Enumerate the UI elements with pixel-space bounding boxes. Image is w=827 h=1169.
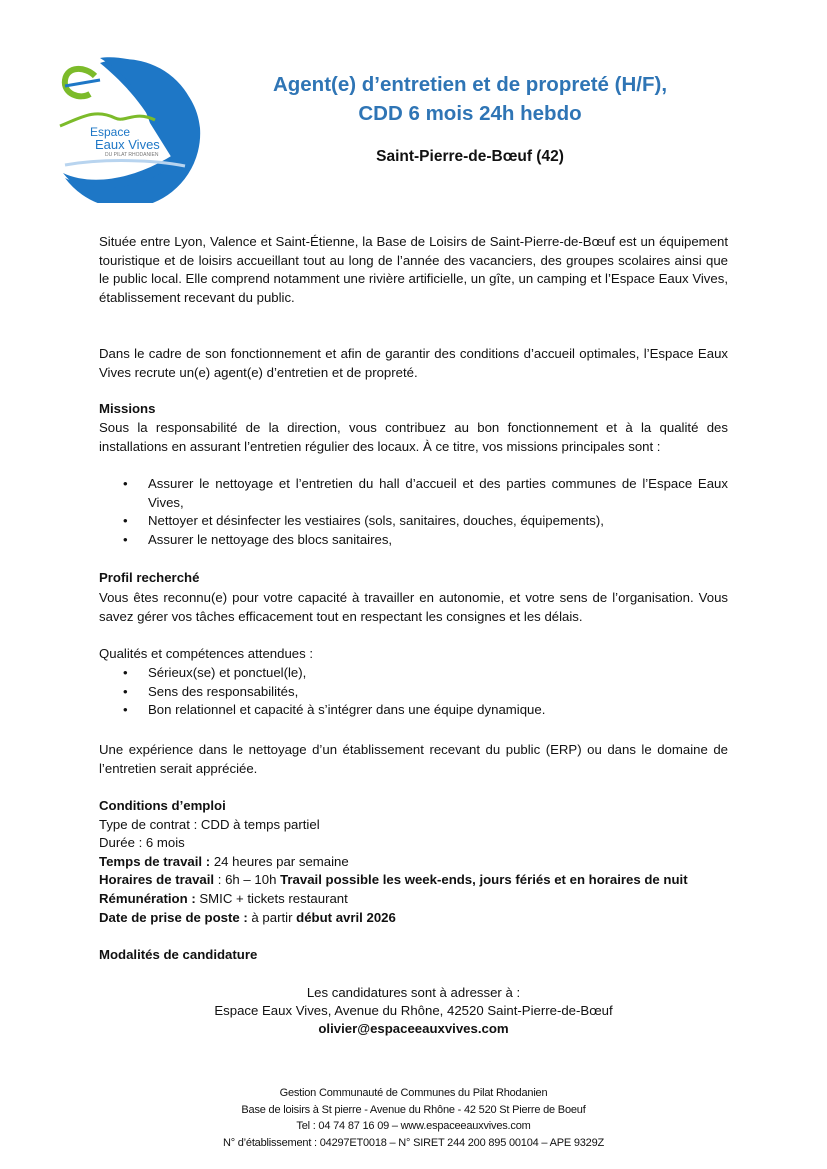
svg-text:Espace: Espace <box>90 125 131 139</box>
job-title-line2: CDD 6 mois 24h hebdo <box>358 102 582 125</box>
intro-paragraph-1: Située entre Lyon, Valence et Saint-Étienne, la Base de Loisirs de Saint-Pierre-de-Bœuf est un équipement touristique et de loisirs accueillant tout au long de l’année des vacanciers, des groupes scolaires ainsi que le public local. Elle comprend notamment une rivière artificielle, un gîte, un camping et l’Espace Eaux Vives, établissement recevant du public. <box>99 234 728 305</box>
footer-line: Tel : 04 74 87 16 09 – www.espaceeauxvives.com <box>296 1120 531 1133</box>
profil-text: Vous êtes reconnu(e) pour votre capacité à travailler en autonomie, et votre sens de l’organisation. Vous savez gérer vos tâches efficacement tout en respectant les consignes et les délais. <box>99 590 728 624</box>
job-title-line1: Agent(e) d’entretien et de propreté (H/F), <box>272 73 668 96</box>
start-date: Date de prise de poste : à partir début avril 2026 <box>99 909 396 925</box>
qualites-list <box>99 664 728 720</box>
conditions-heading: Conditions d’emploi <box>99 798 226 813</box>
work-hours: Horaires de travail : 6h – 10h Travail possible les week-ends, jours fériés et en horaires de nuit <box>99 872 688 888</box>
salary: Rémunération : SMIC + tickets restaurant <box>99 890 348 906</box>
duration: Durée : 6 mois <box>99 835 185 851</box>
list-item: • Sens des responsabilités, <box>99 683 728 702</box>
job-title <box>220 70 720 128</box>
candidature-heading: Modalités de candidature <box>99 947 258 962</box>
espace-eaux-vives-logo <box>55 48 205 203</box>
missions-heading: Missions <box>99 401 156 416</box>
list-item: • Bon relationnel et capacité à s’intégrer dans une équipe dynamique. <box>99 701 728 720</box>
job-location: Saint-Pierre-de-Bœuf (42) <box>376 148 564 165</box>
svg-text:DU PILAT RHODANIEN: DU PILAT RHODANIEN <box>105 152 159 158</box>
profil-heading: Profil recherché <box>99 570 200 585</box>
contact-email[interactable]: olivier@espaceeauxvives.com <box>318 1021 509 1037</box>
page-footer <box>150 1085 677 1151</box>
footer-line: Base de loisirs à St pierre - Avenue du Rhône - 42 520 St Pierre de Boeuf <box>241 1103 586 1116</box>
footer-line: N° d’établissement : 04297ET0018 – N° SIRET 244 200 895 00104 – APE 9329Z <box>222 1136 605 1149</box>
list-item: • Nettoyer et désinfecter les vestiaires (sols, sanitaires, douches, équipements), <box>99 512 728 531</box>
svg-text:Eaux Vives: Eaux Vives <box>95 137 160 152</box>
conditions-section <box>99 797 728 927</box>
contract-type: Type de contrat : CDD à temps partiel <box>99 816 320 832</box>
missions-text: Sous la responsabilité de la direction, vous contribuez au bon fonctionnement et à la qualité des installations en assurant l’entretien régulier des locaux. À ce titre, vos missions principales sont : <box>99 420 728 454</box>
list-item: • Assurer le nettoyage des blocs sanitaires, <box>99 531 728 550</box>
candidature-line: Espace Eaux Vives, Avenue du Rhône, 42520 Saint-Pierre-de-Bœuf <box>214 1003 613 1019</box>
work-time: Temps de travail : 24 heures par semaine <box>99 853 349 869</box>
missions-list <box>99 475 728 549</box>
candidature-address <box>99 984 728 1039</box>
list-item: • Sérieux(se) et ponctuel(le), <box>99 664 728 683</box>
intro-paragraph-2: Dans le cadre de son fonctionnement et afin de garantir des conditions d’accueil optimales, l’Espace Eaux Vives recrute un(e) agent(e) d’entretien et de propreté. <box>99 346 728 380</box>
list-item: • Assurer le nettoyage et l’entretien du hall d’accueil et des parties communes de l’Espace Eaux Vives, <box>99 475 728 512</box>
candidature-line: Les candidatures sont à adresser à : <box>306 985 521 1000</box>
qualites-label: Qualités et compétences attendues : <box>99 646 314 661</box>
footer-line: Gestion Communauté de Communes du Pilat Rhodanien <box>279 1087 548 1099</box>
experience-text: Une expérience dans le nettoyage d’un établissement recevant du public (ERP) ou dans le domaine de l’entretien serait appréciée. <box>99 742 728 776</box>
